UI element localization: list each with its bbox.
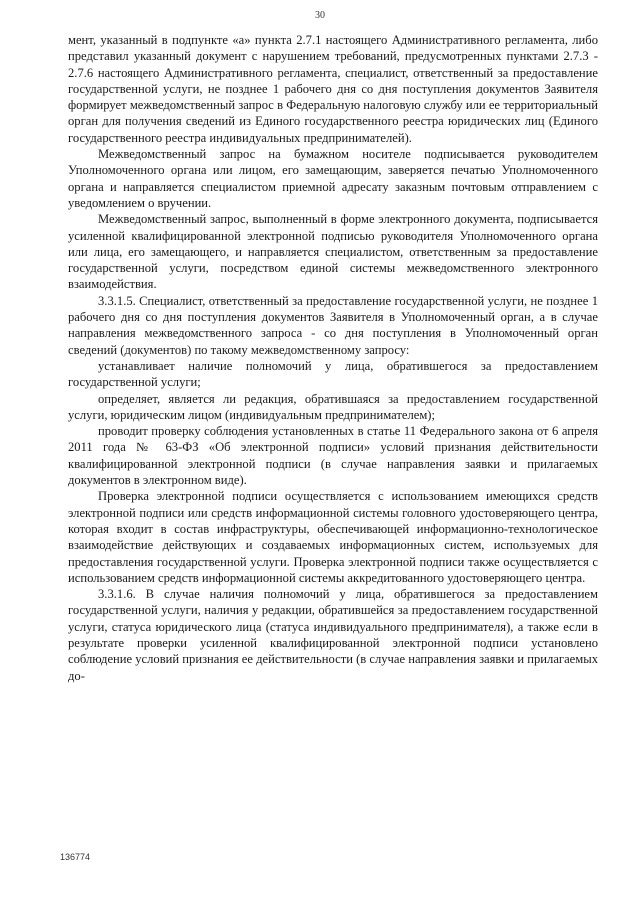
paragraph-continuation: мент, указанный в подпункте «а» пункта 2.7.1 настоящего Административного регламента, либо представил указанный документ с нарушением требований, предусмотренных пунктами 2.7.3 - 2.7.6 настоящего Административного регламента, специалист, ответственный за предоставление государственной услуги, не позднее 1 рабочего дня со дня поступления документов Заявителя формирует межведомственный запрос в Федеральную налоговую службу или ее территориальный орган для получения сведений из Единого государственного реестра юридических лиц (Единого государственного реестра индивидуальных предпринимателей). bbox=[68, 33, 598, 145]
paragraph-paper-request: Межведомственный запрос на бумажном носителе подписывается руководителем Уполномоченного органа или лицом, его замещающим, заверяется печатью Уполномоченного органа и направляется специалистом приемной адресату заказным почтовым отправлением с уведомлением о вручении. bbox=[68, 147, 598, 210]
paragraph-3-3-1-5: 3.3.1.5. Специалист, ответственный за предоставление государственной услуги, не позднее 1 рабочего дня со дня поступления документов Заявителя в Уполномоченный орган, а в случае направления межведомственного запроса - со дня поступления в Уполномоченный орган сведений (документов) по такому межведомственному запросу: bbox=[68, 293, 598, 357]
body-text bbox=[68, 32, 598, 684]
footer-code: 136774 bbox=[60, 852, 91, 862]
paragraph-list-item-authority: устанавливает наличие полномочий у лица, обратившегося за предоставлением государственной услуги; bbox=[68, 358, 598, 390]
paragraph-3-3-1-6: 3.3.1.6. В случае наличия полномочий у лица, обратившегося за предоставлением государственной услуги, наличия у редакции, обратившейся за предоставлением государственной услуги, статуса юридического лица (статуса индивидуального предпринимателя), а также если в результате проверки усиленной квалифицированной электронной подписи установлено соблюдение условий признания ее действительности (в случае направления заявки и прилагаемых до- bbox=[68, 587, 598, 683]
paragraph-signature-verification: Проверка электронной подписи осуществляется с использованием имеющихся средств электронной подписи или средств информационной системы головного удостоверяющего центра, которая входит в состав инфраструктуры, обеспечивающей информационно-технологическое взаимодействие действующих и создаваемых информационных систем, используемых для предоставления государственной услуги. Проверка электронной подписи также осуществляется с использованием средств информационной системы аккредитованного удостоверяющего центра. bbox=[68, 489, 598, 585]
page-number: 30 bbox=[315, 10, 325, 21]
paragraph-list-item-legal-entity: определяет, является ли редакция, обратившаяся за предоставлением государственной услуги, юридическим лицом (индивидуальным предпринимателем); bbox=[68, 391, 598, 422]
paragraph-list-item-signature-check: проводит проверку соблюдения установленных в статье 11 Федерального закона от 6 апреля 2011 года № 63-ФЗ «Об электронной подписи» условий признания действительности квалифицированной электронной подписи (в случае направления заявки и прилагаемых документов в электронном виде). bbox=[68, 424, 598, 488]
paragraph-electronic-request: Межведомственный запрос, выполненный в форме электронного документа, подписывается усиленной квалифицированной электронной подписью руководителя Уполномоченного органа или лица, его замещающего, и направляется специалистом, ответственным за предоставление государственной услуги, посредством единой системы межведомственного электронного взаимодействия. bbox=[68, 212, 598, 292]
